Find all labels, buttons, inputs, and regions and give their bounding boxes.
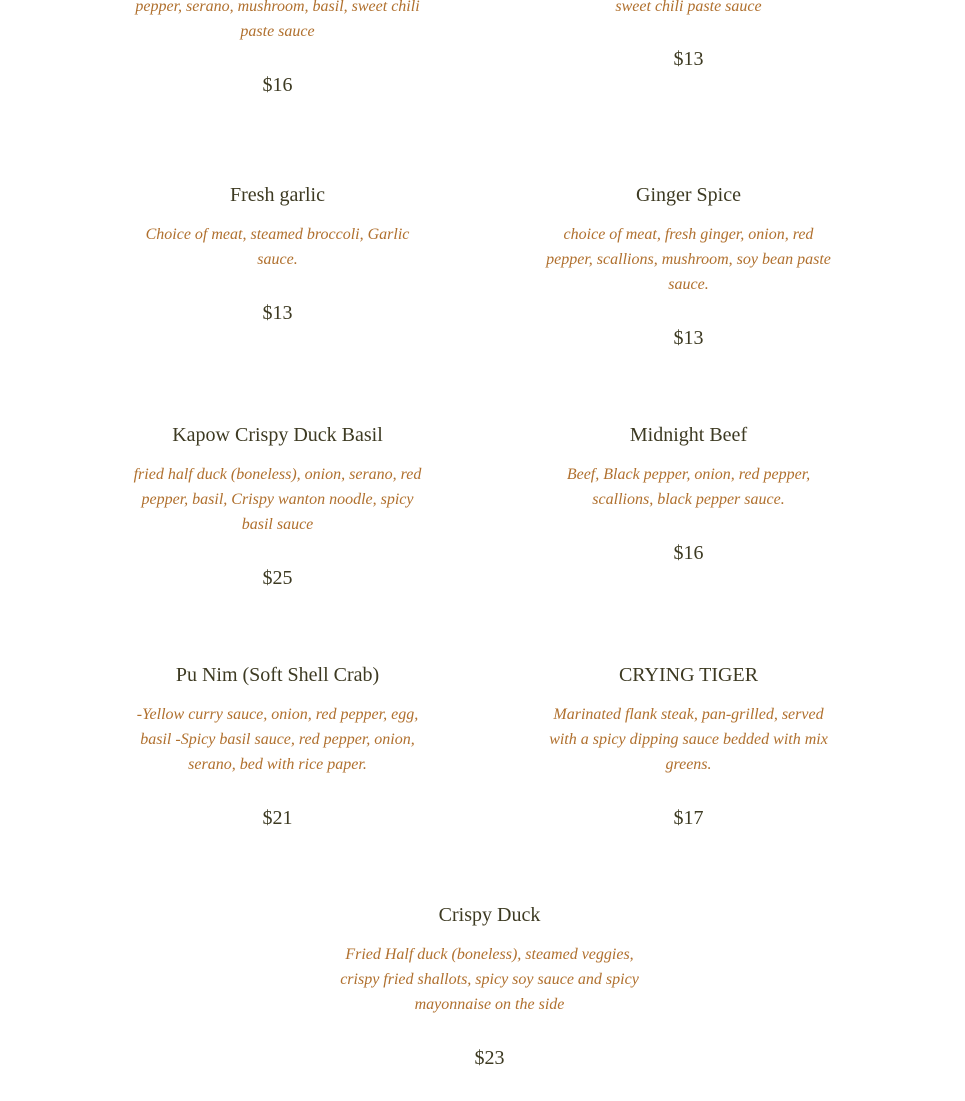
menu-item-price: $25 <box>262 567 293 589</box>
description-line: serano, bed with rice paper. <box>188 756 367 773</box>
menu-item-name: Kapow Crispy Duck Basil <box>172 424 383 446</box>
menu-item-crying-tiger <box>541 663 836 830</box>
menu-item-kapow-crispy-duck-basil <box>130 423 425 590</box>
menu-item-description <box>541 0 836 19</box>
description-line: -Yellow curry sauce, onion, red pepper, egg, <box>136 706 419 723</box>
menu-item-fresh-garlic <box>130 183 425 325</box>
menu-item-description <box>130 702 425 777</box>
description-line: mayonnaise on the side <box>414 996 565 1013</box>
menu-item-pu-nim <box>130 663 425 830</box>
menu-item-price: $13 <box>262 302 293 324</box>
description-line: sauce. <box>257 251 298 268</box>
menu-item-name: Midnight Beef <box>629 424 748 446</box>
description-line: basil sauce <box>241 516 314 533</box>
menu-item-name: Crispy Duck <box>438 904 541 926</box>
description-line: Marinated flank steak, pan-grilled, served <box>553 706 824 723</box>
menu-item-description <box>337 942 642 1017</box>
description-line: Fried Half duck (boneless), steamed veggies, <box>345 946 634 963</box>
menu-item-description <box>130 0 425 44</box>
menu-item-name: Ginger Spice <box>636 184 741 206</box>
description-line: Choice of meat, steamed broccoli, Garlic <box>145 226 410 243</box>
description-line: sweet chili paste sauce <box>615 0 762 15</box>
description-line: scallions, black pepper sauce. <box>592 491 785 508</box>
menu-item-name: Pu Nim (Soft Shell Crab) <box>175 664 380 686</box>
menu-item-description <box>541 222 836 297</box>
description-line: greens. <box>665 756 712 773</box>
menu-item-price: $13 <box>673 327 704 349</box>
description-line: pepper, basil, Crispy wanton noodle, spicy <box>141 491 414 508</box>
description-line: Beef, Black pepper, onion, red pepper, <box>566 466 811 483</box>
description-line: crispy fried shallots, spicy soy sauce and spicy <box>340 971 639 988</box>
description-line: pepper, serano, mushroom, basil, sweet chili <box>135 0 420 15</box>
menu-item-name: Fresh garlic <box>230 184 325 206</box>
menu-item-description <box>130 462 425 537</box>
description-line: paste sauce <box>240 23 315 40</box>
menu-item-price: $23 <box>474 1047 505 1069</box>
menu-item-description <box>541 462 836 512</box>
menu-item-price: $16 <box>673 542 704 564</box>
menu-item-price: $16 <box>262 74 293 96</box>
description-line: fried half duck (boneless), onion, serano, red <box>133 466 422 483</box>
menu-item-price: $17 <box>673 807 704 829</box>
description-line: sauce. <box>668 276 709 293</box>
menu-item-ginger-spice <box>541 183 836 350</box>
menu-item-partial-top-right <box>541 0 836 71</box>
menu-item-description <box>541 702 836 777</box>
description-line: basil -Spicy basil sauce, red pepper, onion, <box>140 731 415 748</box>
menu-item-crispy-duck <box>337 903 642 1070</box>
description-line: with a spicy dipping sauce bedded with mix <box>549 731 828 748</box>
menu-item-price: $21 <box>262 807 293 829</box>
menu-item-name: CRYING TIGER <box>618 664 759 686</box>
menu-item-price: $13 <box>673 48 704 70</box>
description-line: choice of meat, fresh ginger, onion, red <box>563 226 814 243</box>
description-line: pepper, scallions, mushroom, soy bean paste <box>546 251 831 268</box>
menu-item-partial-top-left <box>130 0 425 97</box>
menu-item-midnight-beef <box>541 423 836 565</box>
menu-item-description <box>130 222 425 272</box>
